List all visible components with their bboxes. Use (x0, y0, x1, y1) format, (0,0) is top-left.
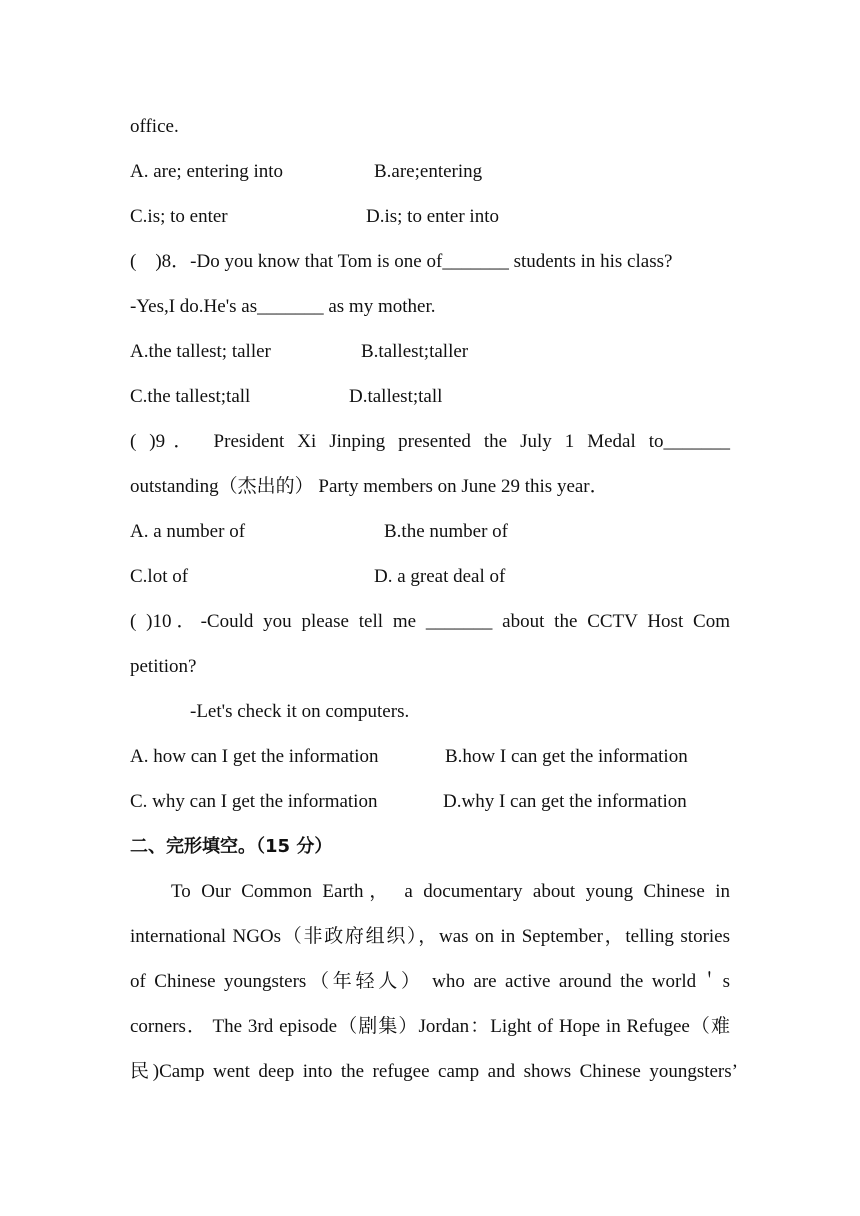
q9-option-c: C.lot of (130, 566, 189, 587)
q8-option-c: C.the tallest;tall (130, 386, 251, 407)
q9-option-d: D. a great deal of (374, 566, 506, 587)
q9-option-a: A. a number of (130, 521, 246, 542)
q8-option-b: B.tallest;taller (361, 341, 469, 362)
text-line-office: office. (130, 116, 179, 137)
paragraph-line-3: of Chinese youngsters（年轻人） who are active around the world＇s (130, 971, 730, 992)
q9-option-b: B.the number of (384, 521, 509, 542)
q9-stem-line2: outstanding（杰出的） Party members on June 29 this year． (130, 476, 609, 497)
q10-option-c: C. why can I get the information (130, 791, 378, 812)
q8-stem-line2: -Yes,I do.He's as_______ as my mother. (130, 296, 436, 317)
q9-stem: ( )9． President Xi Jinping presented the July 1 Medal to_______ (130, 431, 730, 452)
q7-option-c: C.is; to enter (130, 206, 228, 227)
q8-option-a: A.the tallest; taller (130, 341, 271, 362)
q7-option-d: D.is; to enter into (366, 206, 499, 227)
paragraph-line-1: To Our Common Earth， a documentary about young Chinese in (171, 881, 730, 902)
paragraph-line-2: international NGOs（非政府组织），was on in September，telling stories (130, 926, 730, 947)
paragraph-line-5: 民)Camp went deep into the refugee camp and shows Chinese youngsters’ (130, 1061, 738, 1082)
paragraph-line-4: corners． The 3rd episode（剧集）Jordan：Light of Hope in Refugee（难 (130, 1016, 730, 1037)
q7-option-b: B.are;entering (374, 161, 483, 182)
q10-option-b: B.how I can get the information (445, 746, 688, 767)
q10-option-d: D.why I can get the information (443, 791, 687, 812)
q10-stem-line2: petition? (130, 656, 197, 677)
q10-stem: ( )10．-Could you please tell me _______ about the CCTV Host Com (130, 611, 730, 632)
q8-option-d: D.tallest;tall (349, 386, 443, 407)
q7-option-a: A. are; entering into (130, 161, 284, 182)
section-heading-cloze: 二、完形填空。（15 分） (130, 836, 333, 857)
q8-stem: ( )8．-Do you know that Tom is one of_______ students in his class? (130, 251, 673, 272)
q10-option-a: A. how can I get the information (130, 746, 379, 767)
q10-reply: -Let's check it on computers. (190, 701, 410, 722)
